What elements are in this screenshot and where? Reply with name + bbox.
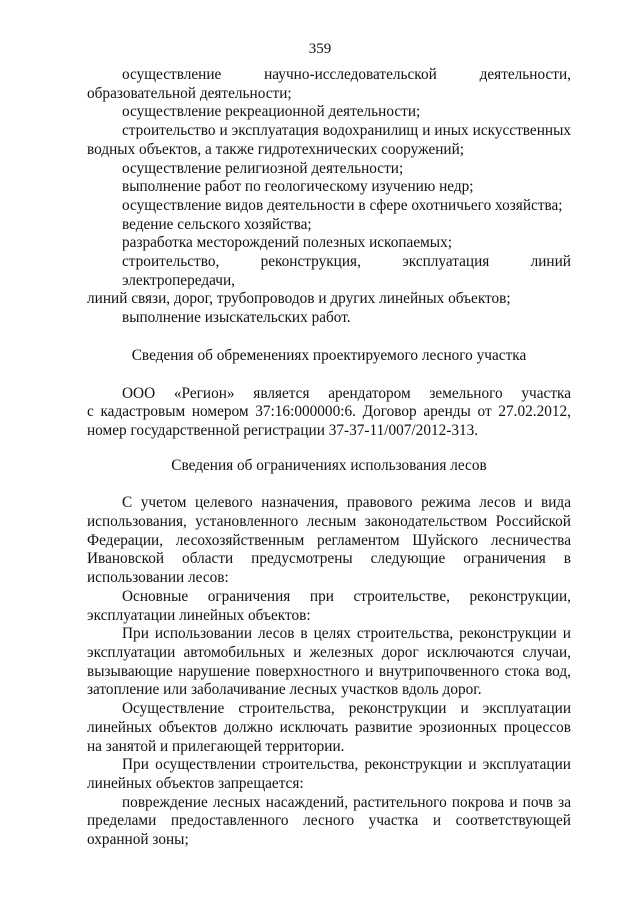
encumbrances-heading: Сведения об обременениях проектируемого лесного участка: [131, 346, 527, 364]
restrictions-heading: Сведения об ограничениях использования лесов: [171, 456, 487, 474]
list-item: [87, 234, 571, 253]
list-item: [87, 66, 571, 103]
list-item: [87, 160, 571, 179]
list-item: [87, 197, 571, 216]
encumbrances-paragraph-first-line: ООО «Регион» является арендатором земельного участка: [122, 384, 571, 402]
restrictions-paragraph: При осуществлении строительства, реконструкции и эксплуатации линейных объектов запрещается:: [87, 756, 571, 792]
list-item: [87, 309, 571, 328]
list-item-continuation: образовательной деятельности;: [87, 84, 292, 102]
list-item: [87, 178, 571, 197]
list-item: [87, 103, 571, 122]
restrictions-paragraph: Основные ограничения при строительстве, реконструкции, эксплуатации линейных объектов:: [87, 587, 571, 624]
restrictions-paragraph: Осуществление строительства, реконструкции и эксплуатации линейных объектов должно исключать развитие эрозионных процессов на занятой и прилегающей территории.: [87, 700, 571, 755]
list-item-text: ведение сельского хозяйства;: [122, 215, 312, 233]
list-item-text: выполнение работ по геологическому изучению недр;: [122, 178, 474, 196]
restrictions-paragraph: повреждение лесных насаждений, растительного покрова и почв за пределами предоставленного лесного участка и соответствующей охранной зоны;: [87, 793, 571, 849]
document-body: [87, 66, 571, 850]
list-item-text: осуществление религиозной деятельности;: [122, 159, 404, 177]
list-item-text: строительство, реконструкция, эксплуатация линий электропередачи,: [122, 253, 571, 289]
list-item-continuation: водных объектов, а также гидротехнических сооружений;: [87, 140, 465, 158]
encumbrances-paragraph: [87, 385, 571, 441]
activities-list: [87, 66, 571, 328]
list-item-text: строительство и эксплуатация водохранилищ и иных искусственных: [122, 122, 571, 140]
restrictions-paragraph: При использовании лесов в целях строительства, реконструкции и эксплуатации автомобильных и железных дорог исключаются случаи, вызывающие нарушение поверхностного и внутрипочвенного стока вод, затопление или заболачивание лесных участков вдоль дорог.: [87, 625, 571, 699]
list-item-continuation: линий связи, дорог, трубопроводов и других линейных объектов;: [87, 290, 511, 308]
list-item-text: осуществление рекреационной деятельности;: [122, 103, 421, 121]
list-item-text: осуществление научно-исследовательской деятельности,: [122, 66, 571, 83]
encumbrances-paragraph-rest: с кадастровым номером 37:16:000000:6. Договор аренды от 27.02.2012, номер государственной регистрации 37-37-11/007/2012-313.: [87, 403, 571, 439]
list-item-text: осуществление видов деятельности в сфере охотничьего хозяйства;: [122, 196, 563, 214]
list-item: [87, 216, 571, 235]
list-item: [87, 122, 571, 159]
restrictions-paragraph: С учетом целевого назначения, правового режима лесов и вида использования, установленного лесным законодательством Российской Федерации, лесохозяйственным регламентом Шуйского лесничества Ивановской области предусмотрены следующие ограничения в использовании лесов:: [87, 494, 571, 587]
list-item-text: разработка месторождений полезных ископаемых;: [122, 234, 452, 252]
list-item-text: выполнение изыскательских работ.: [122, 309, 351, 327]
page-number: 359: [308, 41, 332, 57]
list-item: [87, 253, 571, 309]
